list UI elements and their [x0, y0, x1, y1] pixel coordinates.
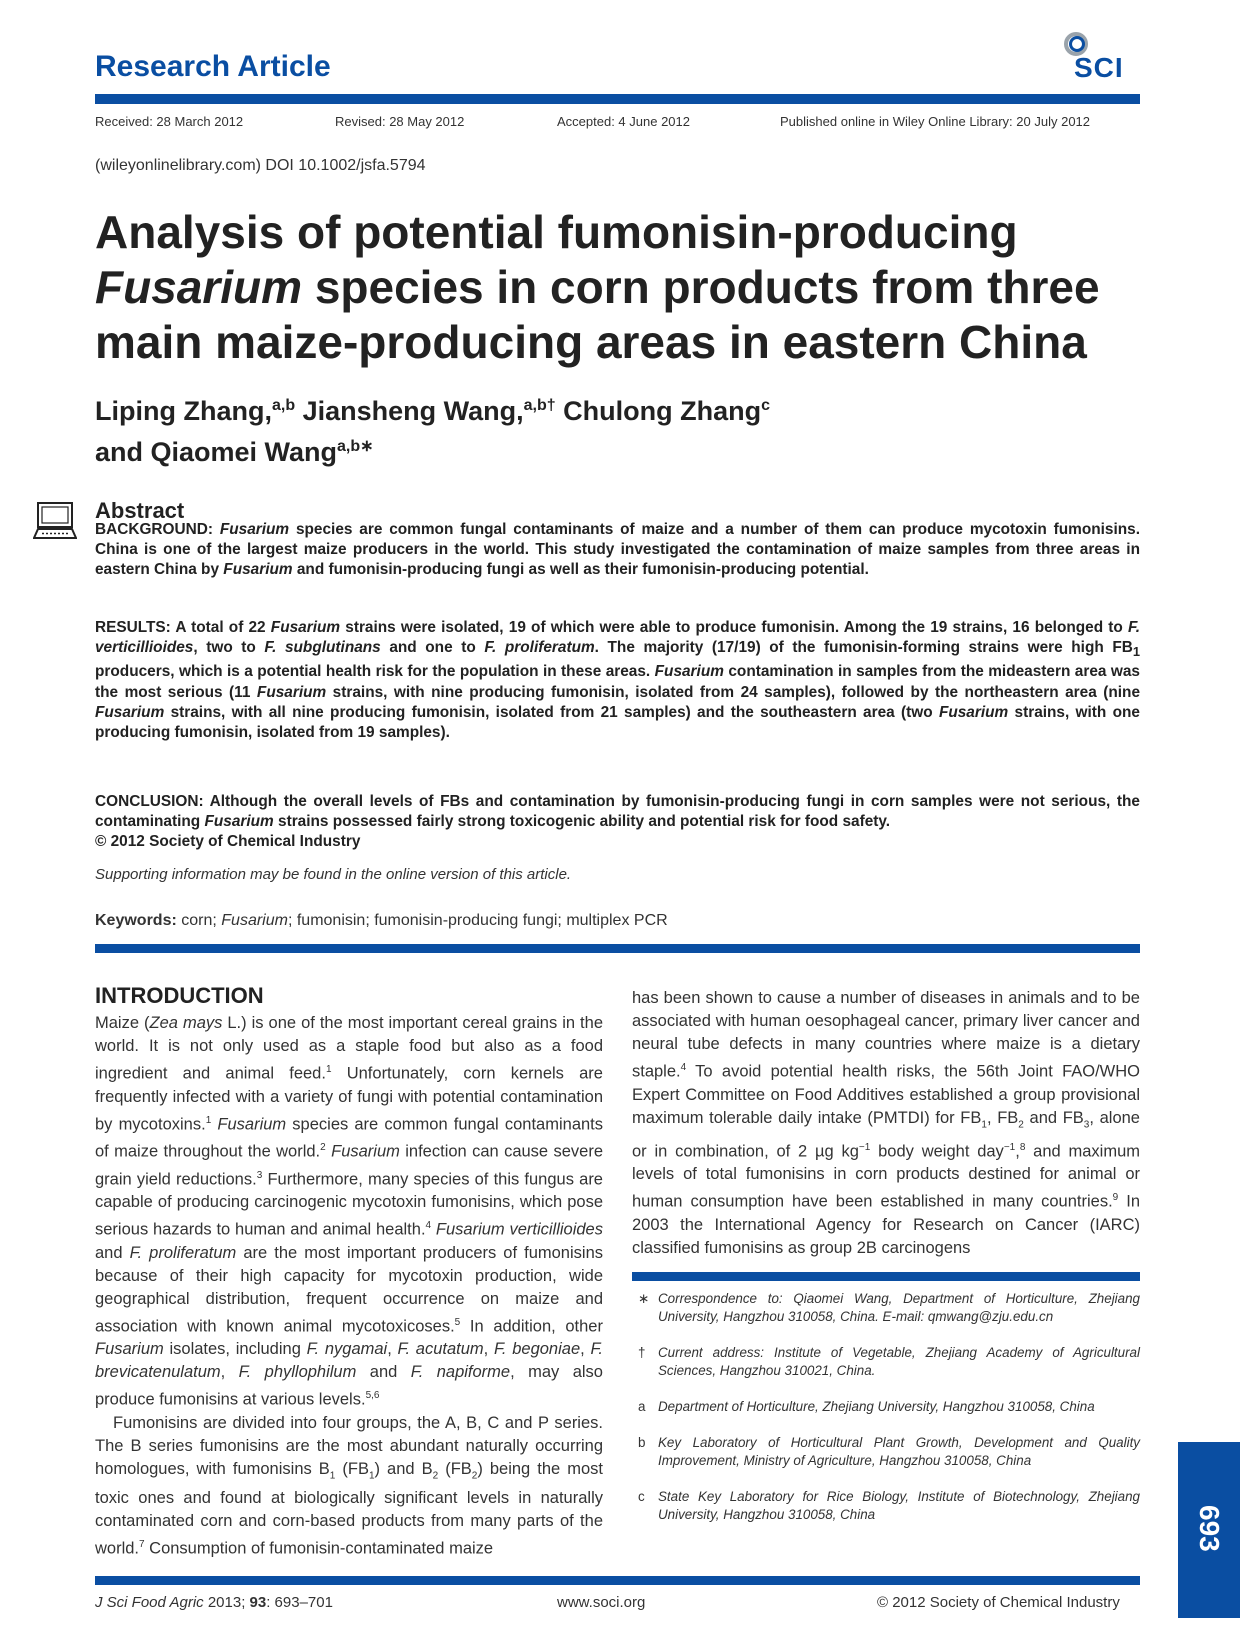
computer-icon	[33, 502, 77, 542]
inline-text: 1	[368, 1469, 375, 1481]
journal-pages: : 693–701	[266, 1594, 333, 1611]
author-name: Chulong Zhang	[563, 396, 762, 426]
inline-text: −1	[1003, 1141, 1016, 1153]
footnote-text: Current address: Institute of Vegetable, Zhejiang Academy of Agricultural Sciences, Hangzhou 310021, China.	[658, 1345, 1140, 1378]
author-name: Liping Zhang,	[95, 396, 272, 426]
keywords	[95, 912, 668, 930]
article-type-heading: Research Article	[95, 50, 331, 83]
title-genus: Fusarium	[95, 261, 303, 313]
abstract-background	[95, 520, 1140, 581]
results-text: A total of 22 Fusarium strains were isolated, 19 of which were able to produce fumonisin. Among the 19 strains, 16 belonged to F. verticillioides, two to F. subglutinans and one to F. proliferatum. The majority (17/19) of the fumonisin-forming strains were high $FB_1$ producers, which is a potential health risk for the population in these areas. Fusarium contamination in samples from the mideastern area was the most serious (11 Fusarium strains, with nine producing fumonisin, isolated from 24 samples), followed by the northeastern area (nine Fusarium strains, with all nine producing fumonisin, isolated from 21 samples) and the southeastern area (two Fusarium strains, with one producing fumonisin, isolated from 19 samples).	[95, 619, 1140, 742]
footnote-text: Key Laboratory of Horticultural Plant Growth, Development and Quality Improvement, Ministry of Agriculture, Hangzhou 310058, China	[658, 1435, 1140, 1468]
inline-text: F. proliferatum	[484, 639, 595, 657]
inline-text: F. proliferatum	[129, 1243, 237, 1262]
inline-text: F. phyllophilum	[238, 1363, 357, 1381]
left-column	[95, 1012, 603, 1560]
inline-text: Fusarium	[217, 1115, 287, 1133]
inline-text: 2	[1018, 1118, 1024, 1130]
sci-logo	[1060, 30, 1140, 83]
inline-text: Fusarium	[256, 683, 327, 701]
inline-text: Fusarium	[938, 703, 1009, 721]
title-line-1: Analysis of potential fumonisin-producing	[95, 206, 1018, 258]
abstract-heading: Abstract	[95, 498, 185, 523]
author-name: Jiansheng Wang,	[302, 396, 524, 426]
background-label: BACKGROUND:	[95, 521, 213, 538]
inline-text: 4	[680, 1062, 687, 1073]
inline-text: F. acutatum	[397, 1340, 484, 1358]
author-affiliation: a,b†	[523, 397, 556, 414]
title-line-2: species in corn products from three	[302, 261, 1100, 313]
published-date: Published online in Wiley Online Library: 20 July 2012	[780, 114, 1091, 129]
inline-text: 5,6	[365, 1390, 380, 1401]
footer-copyright: © 2012 Society of Chemical Industry	[877, 1594, 1120, 1611]
inline-text: F. nygamai	[306, 1340, 388, 1358]
author-affiliation: c	[761, 397, 771, 414]
footnote-text: State Key Laboratory for Rice Biology, Institute of Biotechnology, Zhejiang University, Hangzhou 310058, China	[658, 1489, 1140, 1522]
inline-text: 2	[432, 1469, 439, 1481]
inline-text: Fusarium	[219, 521, 290, 538]
abstract-copyright: © 2012 Society of Chemical Industry	[95, 833, 361, 851]
background-text: Fusarium species are common fungal contaminants of maize and a number of them can produce mycotoxin fumonisins. China is one of the largest maize producers in the world. This study investigated the contamination of maize samples from three areas in eastern China by Fusarium and fumonisin-producing fungi as well as their fumonisin-producing potential.	[95, 521, 1140, 579]
logo-text: SCI	[1074, 52, 1124, 83]
website-link[interactable]: www.soci.org	[557, 1594, 646, 1611]
inline-text: 3	[1083, 1118, 1090, 1130]
introduction-heading: INTRODUCTION	[95, 983, 264, 1008]
conclusion-label: CONCLUSION:	[95, 793, 204, 810]
supporting-info-note: Supporting information may be found in the online version of this article.	[95, 866, 572, 883]
intro-paragraph-3: has been shown to cause a number of diseases in animals and to be associated with human oesophageal cancer, primary liver cancer and neural tube defects in many countries where maize is a dietary staple.$^4$ To avoid potential health risks, the 56th Joint FAO/WHO Expert Committee on Food Additives established a group provisional maximum tolerable daily intake (PMTDI) for $FB_1$, $FB_2$ and $FB_3$, alone or in combination, of 2 µg $kg^{-1}$ body weight day$^{-1}$,$^8$ and maximum levels of total fumonisins in corn products destined for animal or human consumption have been established in many countries.$^9$ In 2003 the International Agency for Research on Cancer (IARC) classified fumonisins as group 2B carcinogens	[632, 989, 1141, 1257]
inline-text: Fusarium verticillioides	[435, 1220, 603, 1239]
inline-text: Zea mays	[149, 1014, 223, 1032]
title-line-3: main maize-producing areas in eastern China	[95, 316, 1087, 368]
page-number: 693	[1194, 1505, 1225, 1552]
inline-text: Fusarium	[331, 1142, 400, 1161]
inline-text: 2	[471, 1469, 478, 1481]
inline-text: 5	[454, 1316, 461, 1328]
inline-text: Fusarium	[223, 561, 293, 579]
right-column	[632, 987, 1140, 1260]
header-divider	[95, 94, 1140, 104]
abstract-conclusion	[95, 792, 1140, 853]
inline-text: F. begoniae	[493, 1340, 581, 1358]
keywords-text: corn; Fusarium; fumonisin; fumonisin-producing fungi; multiplex PCR	[176, 912, 668, 929]
journal-volume: 93	[249, 1594, 267, 1611]
inline-text: 1	[981, 1118, 987, 1130]
inline-text: 1	[205, 1114, 212, 1126]
journal-citation	[95, 1594, 333, 1611]
conclusion-text: Although the overall levels of FBs and contamination by fumonisin-producing fungi in corn samples were not serious, the contaminating Fusarium strains possessed fairly strong toxicogenic ability and potential risk for food safety.	[95, 793, 1140, 831]
keywords-label: Keywords:	[95, 912, 177, 929]
inline-text: F. verticillioides	[95, 619, 1140, 657]
inline-text: 1	[329, 1469, 336, 1481]
author-affiliation: a,b∗	[337, 438, 374, 455]
inline-text: 4	[425, 1220, 432, 1231]
journal-year: 2013;	[203, 1594, 250, 1611]
inline-text: 1	[1132, 644, 1140, 660]
inline-text: F. subglutinans	[264, 639, 381, 657]
inline-text: Fusarium	[95, 703, 165, 721]
inline-text: Fusarium	[654, 663, 724, 681]
footnote-mark: b	[638, 1435, 646, 1450]
revised-date: Revised: 28 May 2012	[335, 114, 465, 129]
footnote-text: Department of Horticulture, Zhejiang University, Hangzhou 310058, China	[658, 1399, 1095, 1414]
inline-text: 8	[1019, 1141, 1026, 1153]
accepted-date: Accepted: 4 June 2012	[557, 114, 690, 129]
inline-text: Fusarium	[204, 813, 274, 831]
inline-text: F. brevicatenulatum	[95, 1340, 603, 1381]
abstract-divider	[95, 944, 1140, 953]
inline-text: 3	[256, 1169, 263, 1181]
inline-text: Fusarium	[270, 619, 341, 636]
inline-text: 7	[139, 1538, 145, 1550]
intro-paragraph-2: Fumonisins are divided into four groups, the A, B, C and P series. The B series fumonisins are the most abundant naturally occurring homologues, with fumonisins $B_1$ $(FB_1)$ and $B_2$ $(FB_2)$ being the most toxic ones and found at biologically significant levels in naturally contaminated corn and corn-based products from many parts of the world.$^7$ Consumption of fumonisin-contaminated maize	[95, 1413, 603, 1558]
inline-text: Fusarium	[221, 912, 288, 929]
inline-text: 2	[320, 1142, 326, 1153]
inline-text: 9	[1112, 1192, 1119, 1204]
inline-text: Fusarium	[95, 1340, 164, 1358]
footnote-text: Correspondence to: Qiaomei Wang, Department of Horticulture, Zhejiang University, Hangzhou 310058, China. E-mail: qmwang@zju.edu.cn	[658, 1291, 1140, 1324]
journal-name: J Sci Food Agric	[95, 1594, 204, 1611]
intro-paragraph-1: Maize (Zea mays L.) is one of the most important cereal grains in the world. It is not only used as a staple food but also as a food ingredient and animal feed.$^1$ Unfortunately, corn kernels are frequently infected with a variety of fungi with potential contamination by mycotoxins.$^1$ Fusarium species are common fungal contaminants of maize throughout the world.$^2$ Fusarium infection can cause severe grain yield reductions.$^3$ Furthermore, many species of this fungus are capable of producing carcinogenic mycotoxin fumonisins, which pose serious hazards to human and animal health.$^4$ Fusarium verticillioides and F. proliferatum are the most important producers of fumonisins because of their high capacity for mycotoxin production, wide geographical distribution, frequent occurrence on maize and association with known animal mycotoxicoses.$^5$ In addition, other Fusarium isolates, including F. nygamai, F. acutatum, F. begoniae, F. brevicatenulatum, F. phyllophilum and F. napiforme, may also produce fumonisins at various levels.$^{5,6}$	[95, 1014, 604, 1409]
footnote-mark: a	[638, 1399, 646, 1414]
logo-inner-ring-icon	[1069, 36, 1085, 52]
footer-divider	[95, 1576, 1140, 1585]
received-date: Received: 28 March 2012	[95, 114, 244, 129]
author-affiliation: a,b	[271, 397, 296, 414]
author-name: and Qiaomei Wang	[95, 437, 338, 467]
article-title	[95, 205, 1155, 370]
doi[interactable]: (wileyonlinelibrary.com) DOI 10.1002/jsfa.5794	[95, 157, 426, 174]
footnote-mark: c	[638, 1489, 645, 1504]
inline-text: F. napiforme	[410, 1363, 511, 1381]
author-list	[95, 388, 1095, 470]
abstract-results	[95, 618, 1140, 743]
page-number-tab	[1178, 1442, 1240, 1618]
footnote-mark: †	[638, 1345, 646, 1360]
footnote-divider	[632, 1272, 1140, 1281]
results-label: RESULTS:	[95, 619, 171, 636]
inline-text: −1	[858, 1141, 871, 1153]
footnote-mark: ∗	[638, 1291, 650, 1306]
inline-text: 1	[325, 1064, 332, 1075]
